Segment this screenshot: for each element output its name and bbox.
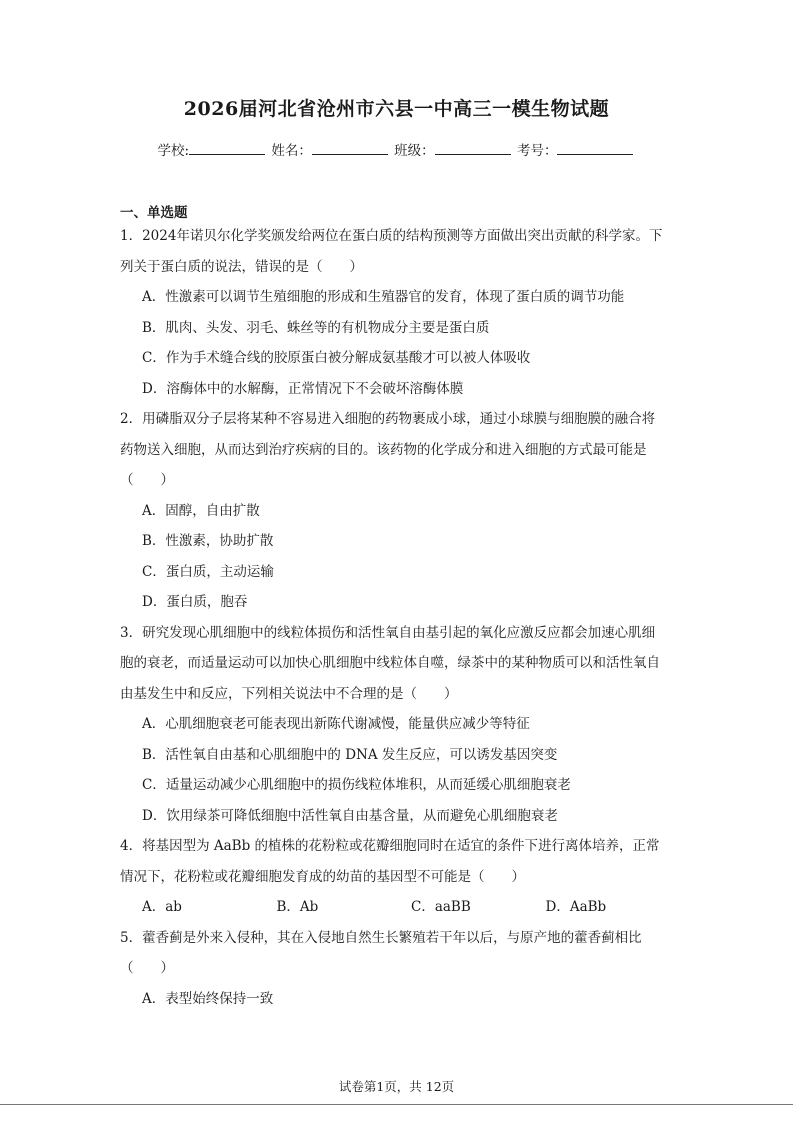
- page-footer: 试卷第1页，共 12页: [338, 1079, 455, 1094]
- page-title: 2026届河北省沧州市六县一中高三一模生物试题: [183, 98, 610, 120]
- q1-option-c: C．作为手术缝合线的胶原蛋白被分解成氨基酸才可以被人体吸收: [142, 350, 531, 366]
- questions: [120, 221, 680, 1014]
- q4-option-c: C．aaBB: [411, 899, 471, 915]
- q2-stem-line: 2．用磷脂双分子层将某种不容易进入细胞的药物裹成小球，通过小球膜与细胞膜的融合将: [120, 411, 656, 427]
- school-label: 学校:: [157, 143, 190, 159]
- q5-option-a: A．表型始终保持一致: [142, 990, 274, 1007]
- q4-options-row: [120, 892, 680, 923]
- school-blank: [189, 142, 265, 155]
- q1-option-d: D．溶酶体中的水解酶，正常情况下不会破坏溶酶体膜: [142, 380, 464, 397]
- q1-stem-line: 列关于蛋白质的说法，错误的是（ ）: [120, 258, 363, 275]
- q4-option-b: B．Ab: [276, 899, 319, 915]
- q1-stem-line: 1．2024年诺贝尔化学奖颁发给两位在蛋白质的结构预测等方面做出突出贡献的科学家。下: [120, 228, 663, 244]
- q2-stem-line: （ ）: [120, 472, 174, 488]
- name-blank: [312, 142, 388, 155]
- class-label: 班级：: [394, 143, 435, 159]
- q4-option-d: D．AaBb: [545, 899, 607, 915]
- q3-option-a: A．心肌细胞衰老可能表现出新陈代谢减慢，能量供应减少等特征: [142, 716, 530, 732]
- q2-option-c: C．蛋白质，主动运输: [142, 563, 274, 580]
- q2-option-a: A．固醇，自由扩散: [142, 502, 260, 519]
- q2-option-d: D．蛋白质，胞吞: [142, 594, 248, 610]
- q4-stem-line: 情况下，花粉粒或花瓣细胞发育成的幼苗的基因型不可能是（ ）: [120, 868, 525, 885]
- q3-option-b: B．活性氧自由基和心肌细胞中的 DNA 发生反应，可以诱发基因突变: [142, 746, 558, 763]
- bottom-divider: [0, 1104, 793, 1105]
- q5-stem-line: （ ）: [120, 960, 174, 976]
- q4-stem-line: 4．将基因型为 AaBb 的植株的花粉粒或花瓣细胞同时在适宜的条件下进行离体培养，正常: [120, 838, 660, 854]
- number-blank: [557, 142, 633, 155]
- number-label: 考号：: [516, 143, 558, 159]
- student-info-row: [0, 139, 793, 159]
- q2-stem-line: 药物送入细胞，从而达到治疗疾病的目的。该药物的化学成分和进入细胞的方式最可能是: [120, 441, 647, 458]
- section-heading: 一、单选题: [120, 205, 188, 221]
- name-label: 姓名：: [271, 143, 312, 159]
- q5-stem-line: 5．藿香蓟是外来入侵种，其在入侵地自然生长繁殖若干年以后，与原产地的藿香蓟相比: [120, 929, 642, 946]
- q3-stem-line: 3．研究发现心肌细胞中的线粒体损伤和活性氧自由基引起的氧化应激反应都会加速心肌细: [120, 624, 656, 641]
- q3-option-c: C．适量运动减少心肌细胞中的损伤线粒体堆积，从而延缓心肌细胞衰老: [142, 777, 571, 793]
- q3-stem-line: 胞的衰老，而适量运动可以加快心肌细胞中线粒体自噬，绿茶中的某种物质可以和活性氧自: [120, 655, 660, 671]
- q1-option-b: B．肌肉、头发、羽毛、蛛丝等的有机物成分主要是蛋白质: [142, 319, 490, 336]
- q3-stem-line: 由基发生中和反应，下列相关说法中不合理的是（ ）: [120, 685, 458, 702]
- q1-option-a: A．性激素可以调节生殖细胞的形成和生殖器官的发育，体现了蛋白质的调节功能: [142, 289, 625, 305]
- class-blank: [435, 142, 511, 155]
- q4-option-a: A．ab: [142, 899, 182, 915]
- q2-option-b: B．性激素，协助扩散: [142, 533, 274, 549]
- q3-option-d: D．饮用绿茶可降低细胞中活性氧自由基含量，从而避免心肌细胞衰老: [142, 807, 558, 824]
